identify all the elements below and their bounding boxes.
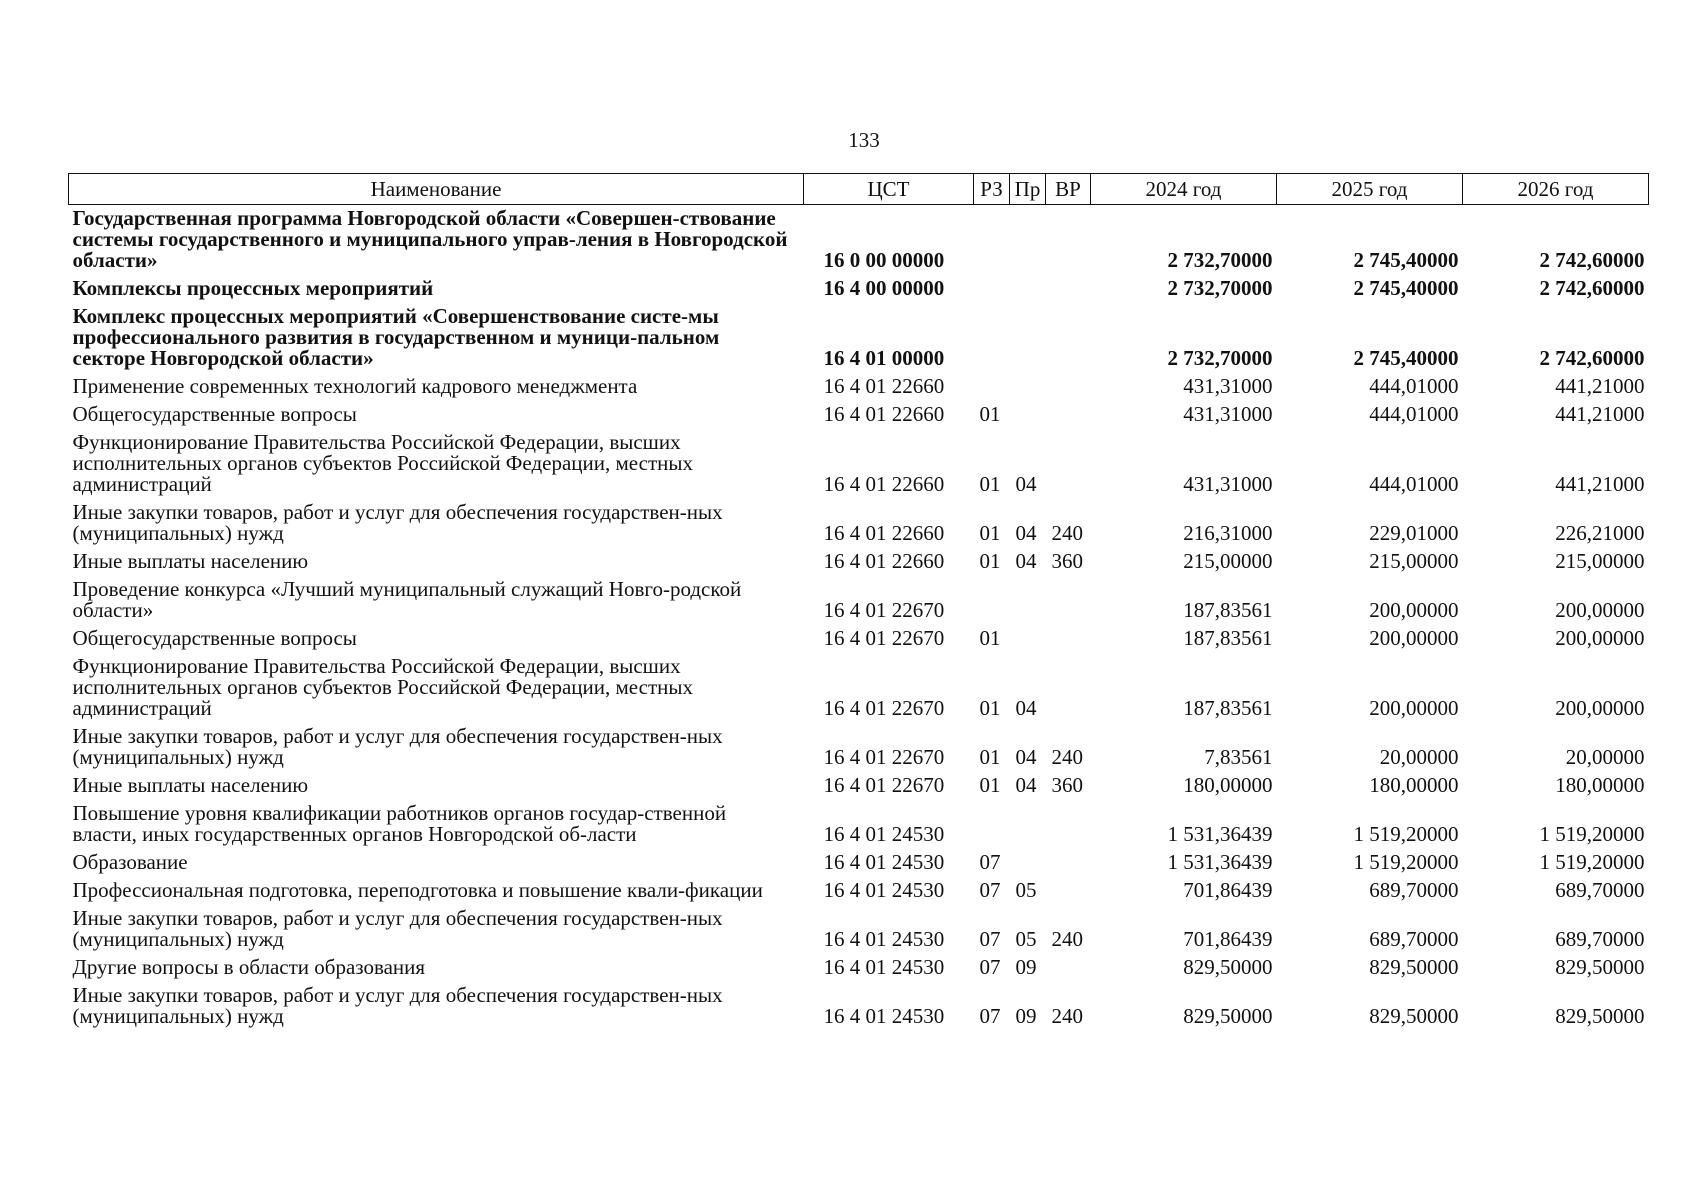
row-name: Функционирование Правительства Российской Федерации, высших исполнительных органов субъектов Российской Федерации, местных администраций (72, 430, 693, 496)
row-name: Общегосударственные вопросы (72, 402, 357, 426)
table-row (69, 954, 1649, 982)
row-value-2025: 1 519,20000 (1353, 850, 1459, 874)
row-value-2026: 226,21000 (1555, 521, 1645, 545)
table-header-row (69, 174, 1649, 205)
row-pr (1010, 576, 1046, 625)
row-value-2026: 2 742,60000 (1539, 276, 1645, 300)
row-value-2025: 200,00000 (1369, 696, 1459, 720)
row-value-2024: 829,50000 (1183, 955, 1273, 979)
row-vr (1046, 800, 1091, 849)
row-value-2025: 180,00000 (1369, 773, 1459, 797)
row-value-2025: 444,01000 (1369, 402, 1459, 426)
row-value-2025: 20,00000 (1379, 745, 1459, 769)
row-rz: 01 (979, 402, 1001, 426)
row-cst: 16 4 00 00000 (823, 276, 945, 300)
table-row (69, 982, 1649, 1031)
row-pr: 04 (1015, 773, 1037, 797)
row-vr: 360 (1051, 773, 1083, 797)
row-name: Иные выплаты населению (72, 549, 309, 573)
row-rz: 01 (979, 745, 1001, 769)
table-row (69, 401, 1649, 429)
row-value-2026: 2 742,60000 (1539, 248, 1645, 272)
row-pr: 04 (1015, 521, 1037, 545)
row-value-2024: 431,31000 (1183, 472, 1273, 496)
row-name: Комплексы процессных мероприятий (72, 276, 434, 300)
row-cst: 16 4 01 24530 (823, 822, 945, 846)
row-rz: 01 (979, 626, 1001, 650)
row-pr: 04 (1015, 472, 1037, 496)
table-row (69, 499, 1649, 548)
row-value-2026: 829,50000 (1555, 1004, 1645, 1028)
row-cst: 16 4 01 22670 (823, 745, 945, 769)
row-pr: 04 (1015, 549, 1037, 573)
table-row (69, 849, 1649, 877)
row-vr (1046, 401, 1091, 429)
row-value-2024: 1 531,36439 (1167, 850, 1273, 874)
row-rz: 01 (979, 773, 1001, 797)
row-pr (1010, 205, 1046, 276)
row-rz (974, 303, 1010, 373)
row-rz: 01 (979, 696, 1001, 720)
row-vr: 240 (1051, 927, 1083, 951)
row-name: Иные закупки товаров, работ и услуг для обеспечения государствен-ных (муниципальных) нужд (72, 500, 723, 545)
row-value-2026: 829,50000 (1555, 955, 1645, 979)
row-rz: 07 (979, 1004, 1001, 1028)
row-value-2026: 2 742,60000 (1539, 346, 1645, 370)
row-rz: 07 (979, 927, 1001, 951)
row-rz: 01 (979, 521, 1001, 545)
row-cst: 16 4 01 00000 (823, 346, 945, 370)
row-cst: 16 4 01 22660 (823, 472, 945, 496)
row-value-2024: 187,83561 (1183, 696, 1273, 720)
row-vr (1046, 954, 1091, 982)
header-pr: Пр (1010, 174, 1046, 205)
row-rz: 07 (979, 850, 1001, 874)
table-body (69, 205, 1649, 1032)
row-value-2025: 829,50000 (1369, 955, 1459, 979)
table-row (69, 205, 1649, 276)
row-value-2024: 701,86439 (1183, 927, 1273, 951)
row-value-2024: 180,00000 (1183, 773, 1273, 797)
table-row (69, 548, 1649, 576)
row-value-2025: 2 745,40000 (1353, 276, 1459, 300)
row-value-2025: 200,00000 (1369, 626, 1459, 650)
row-value-2025: 200,00000 (1369, 598, 1459, 622)
row-value-2024: 431,31000 (1183, 374, 1273, 398)
row-pr: 05 (1015, 878, 1037, 902)
table-row (69, 275, 1649, 303)
row-pr (1010, 800, 1046, 849)
row-value-2025: 444,01000 (1369, 472, 1459, 496)
row-vr (1046, 373, 1091, 401)
row-value-2026: 215,00000 (1555, 549, 1645, 573)
header-cst: ЦСТ (804, 174, 974, 205)
header-2024: 2024 год (1091, 174, 1277, 205)
row-value-2024: 701,86439 (1183, 878, 1273, 902)
row-rz: 07 (979, 878, 1001, 902)
row-name: Общегосударственные вопросы (72, 626, 357, 650)
row-pr (1010, 625, 1046, 653)
table-row (69, 772, 1649, 800)
row-vr (1046, 303, 1091, 373)
row-name: Другие вопросы в области образования (72, 955, 426, 979)
row-rz: 01 (979, 549, 1001, 573)
row-rz: 01 (979, 472, 1001, 496)
row-pr (1010, 303, 1046, 373)
row-cst: 16 4 01 22660 (823, 549, 945, 573)
table-row (69, 653, 1649, 723)
row-rz (974, 205, 1010, 276)
row-rz (974, 275, 1010, 303)
row-value-2024: 215,00000 (1183, 549, 1273, 573)
row-value-2026: 689,70000 (1555, 878, 1645, 902)
row-pr: 09 (1015, 1004, 1037, 1028)
row-pr (1010, 275, 1046, 303)
row-cst: 16 4 01 22670 (823, 598, 945, 622)
row-rz (974, 576, 1010, 625)
row-value-2026: 200,00000 (1555, 598, 1645, 622)
table-row (69, 303, 1649, 373)
row-value-2024: 1 531,36439 (1167, 822, 1273, 846)
table-row (69, 429, 1649, 499)
row-pr: 09 (1015, 955, 1037, 979)
row-name: Образование (72, 850, 188, 874)
row-vr (1046, 877, 1091, 905)
row-value-2026: 20,00000 (1565, 745, 1645, 769)
row-value-2025: 444,01000 (1369, 374, 1459, 398)
table-row (69, 576, 1649, 625)
row-value-2025: 1 519,20000 (1353, 822, 1459, 846)
row-cst: 16 4 01 22660 (823, 402, 945, 426)
row-rz (974, 800, 1010, 849)
row-pr: 05 (1015, 927, 1037, 951)
row-cst: 16 4 01 24530 (823, 850, 945, 874)
row-value-2025: 689,70000 (1369, 878, 1459, 902)
row-value-2026: 180,00000 (1555, 773, 1645, 797)
row-pr: 04 (1015, 745, 1037, 769)
row-value-2026: 1 519,20000 (1539, 850, 1645, 874)
row-cst: 16 4 01 22670 (823, 626, 945, 650)
row-name: Иные закупки товаров, работ и услуг для обеспечения государствен-ных (муниципальных) нужд (72, 906, 723, 951)
row-value-2025: 229,01000 (1369, 521, 1459, 545)
row-vr: 360 (1051, 549, 1083, 573)
row-value-2026: 441,21000 (1555, 374, 1645, 398)
row-value-2024: 431,31000 (1183, 402, 1273, 426)
row-cst: 16 4 01 22660 (823, 374, 945, 398)
budget-table (68, 173, 1649, 1031)
row-value-2025: 689,70000 (1369, 927, 1459, 951)
row-vr: 240 (1051, 1004, 1083, 1028)
row-vr: 240 (1051, 745, 1083, 769)
row-cst: 16 0 00 00000 (823, 248, 945, 272)
row-value-2024: 829,50000 (1183, 1004, 1273, 1028)
row-value-2024: 187,83561 (1183, 598, 1273, 622)
row-name: Государственная программа Новгородской области «Совершен-ствование системы государственного и муниципального управ-ления в Новгородской области» (72, 206, 788, 272)
row-name: Проведение конкурса «Лучший муниципальный служащий Новго-родской области» (72, 577, 742, 622)
row-value-2026: 200,00000 (1555, 626, 1645, 650)
table-row (69, 905, 1649, 954)
row-name: Иные закупки товаров, работ и услуг для обеспечения государствен-ных (муниципальных) нужд (72, 724, 723, 769)
row-value-2026: 689,70000 (1555, 927, 1645, 951)
table-row (69, 625, 1649, 653)
row-pr (1010, 373, 1046, 401)
table-row (69, 373, 1649, 401)
row-value-2024: 216,31000 (1183, 521, 1273, 545)
row-value-2024: 2 732,70000 (1167, 346, 1273, 370)
row-vr (1046, 576, 1091, 625)
header-rz: РЗ (974, 174, 1010, 205)
header-2026: 2026 год (1463, 174, 1649, 205)
row-name: Иные закупки товаров, работ и услуг для обеспечения государствен-ных (муниципальных) нужд (72, 983, 723, 1028)
header-2025: 2025 год (1277, 174, 1463, 205)
table-row (69, 800, 1649, 849)
page-number: 133 (848, 128, 880, 152)
row-name: Профессиональная подготовка, переподготовка и повышение квали-фикации (72, 878, 763, 902)
row-name: Иные выплаты населению (72, 773, 309, 797)
row-cst: 16 4 01 22660 (823, 521, 945, 545)
row-cst: 16 4 01 22670 (823, 773, 945, 797)
row-pr (1010, 401, 1046, 429)
row-cst: 16 4 01 24530 (823, 1004, 945, 1028)
row-name: Функционирование Правительства Российской Федерации, высших исполнительных органов субъектов Российской Федерации, местных администраций (72, 654, 693, 720)
row-vr (1046, 205, 1091, 276)
row-cst: 16 4 01 24530 (823, 927, 945, 951)
row-value-2025: 2 745,40000 (1353, 346, 1459, 370)
row-vr (1046, 849, 1091, 877)
row-name: Применение современных технологий кадрового менеджмента (72, 374, 638, 398)
row-pr: 04 (1015, 696, 1037, 720)
row-rz: 07 (979, 955, 1001, 979)
header-name: Наименование (69, 174, 804, 205)
row-vr (1046, 625, 1091, 653)
row-value-2026: 200,00000 (1555, 696, 1645, 720)
row-value-2024: 2 732,70000 (1167, 276, 1273, 300)
row-rz (974, 373, 1010, 401)
row-pr (1010, 849, 1046, 877)
row-value-2025: 829,50000 (1369, 1004, 1459, 1028)
row-vr: 240 (1051, 521, 1083, 545)
row-value-2026: 441,21000 (1555, 402, 1645, 426)
row-cst: 16 4 01 24530 (823, 878, 945, 902)
header-vr: ВР (1046, 174, 1091, 205)
row-vr (1046, 429, 1091, 499)
row-name: Повышение уровня квалификации работников органов государ-ственной власти, иных государственных органов Новгородской об-ласти (72, 801, 727, 846)
row-value-2024: 2 732,70000 (1167, 248, 1273, 272)
row-name: Комплекс процессных мероприятий «Совершенствование систе-мы профессионального развития в государственном и муници-пальном секторе Новгородской области» (72, 304, 720, 370)
row-value-2026: 1 519,20000 (1539, 822, 1645, 846)
table-row (69, 723, 1649, 772)
row-vr (1046, 653, 1091, 723)
row-value-2024: 7,83561 (1204, 745, 1273, 769)
row-value-2024: 187,83561 (1183, 626, 1273, 650)
row-value-2025: 215,00000 (1369, 549, 1459, 573)
row-vr (1046, 275, 1091, 303)
row-cst: 16 4 01 24530 (823, 955, 945, 979)
table-row (69, 877, 1649, 905)
row-value-2026: 441,21000 (1555, 472, 1645, 496)
row-cst: 16 4 01 22670 (823, 696, 945, 720)
row-value-2025: 2 745,40000 (1353, 248, 1459, 272)
